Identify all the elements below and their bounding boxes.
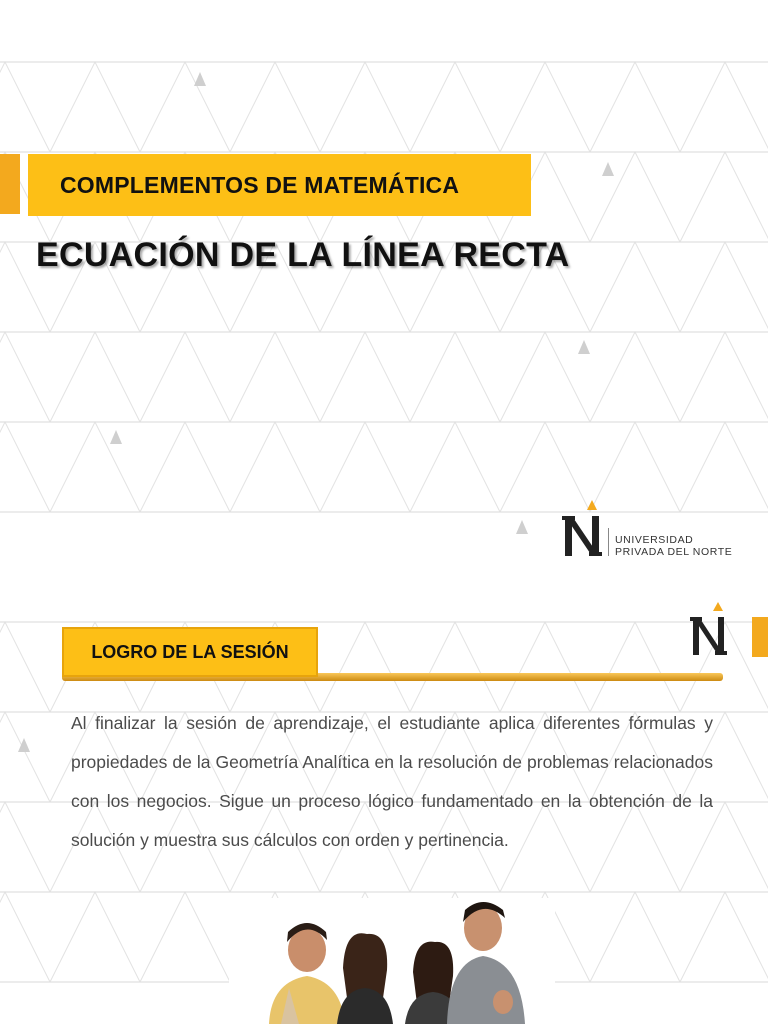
university-name-line2: PRIVADA DEL NORTE: [615, 546, 733, 558]
upn-n-logo-small-icon: [690, 600, 730, 658]
upn-n-logo-icon: [562, 498, 606, 558]
lesson-title: ECUACIÓN DE LA LÍNEA RECTA: [36, 236, 570, 274]
university-logo: [562, 498, 762, 562]
left-accent-tab: [0, 154, 20, 214]
university-name-line1: UNIVERSIDAD: [615, 534, 694, 546]
course-title: COMPLEMENTOS DE MATEMÁTICA: [60, 171, 460, 198]
section-title-badge: [62, 627, 318, 677]
right-accent-tab: [752, 617, 768, 657]
session-objective-text: Al finalizar la sesión de aprendizaje, el estudiante aplica diferentes fórmulas y propiedades de la Geometría Analítica en la resolución de problemas relacionados con los negocios. Sigue un proceso lógico fundamentado en la obtención de la solución y muestra sus cálculos con orden y pertinencia.: [71, 713, 713, 850]
students-photo: [229, 898, 555, 1024]
university-name: [615, 534, 732, 558]
section-title: LOGRO DE LA SESIÓN: [91, 641, 289, 662]
logo-separator: [608, 528, 609, 556]
course-banner: [28, 154, 531, 216]
